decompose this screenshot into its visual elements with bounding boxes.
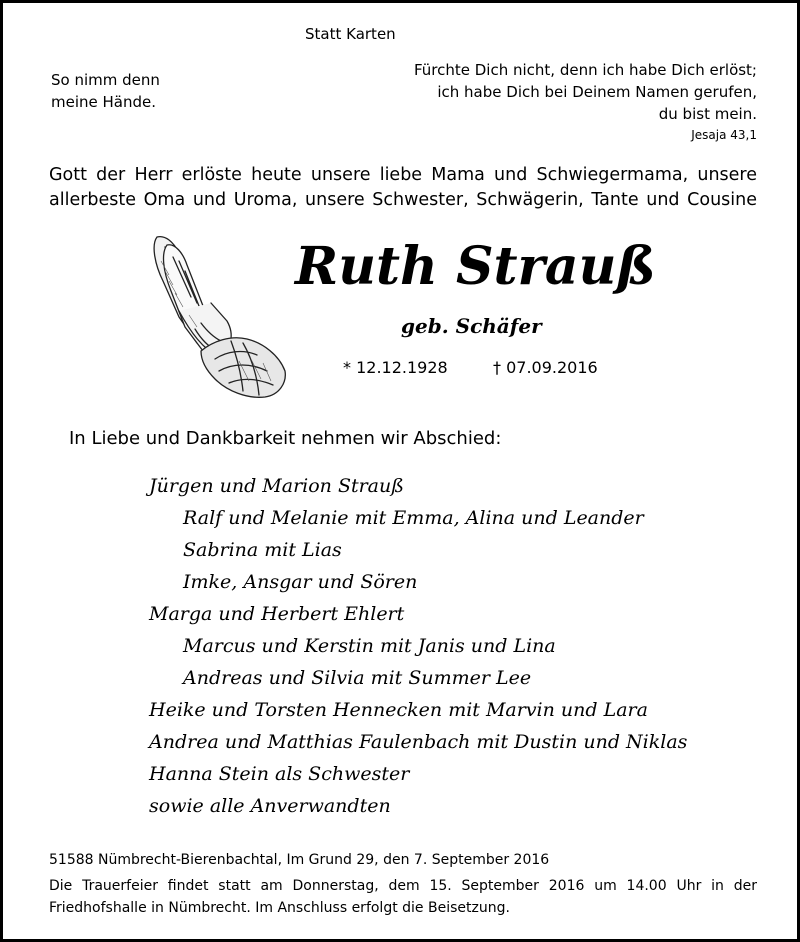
praying-hands-icon [139, 231, 291, 401]
bible-verse-line: du bist mein. [658, 105, 757, 123]
intro-text [49, 163, 757, 213]
family-member-line: Heike und Torsten Hennecken mit Marvin und Lara [149, 699, 648, 721]
family-member-line: Hanna Stein als Schwester [149, 763, 410, 785]
footer-service-line: Die Trauerfeier findet statt am Donnerstag, dem 15. September 2016 um 14.00 Uhr in der [49, 878, 757, 894]
family-member-line: Marga und Herbert Ehlert [149, 603, 405, 625]
intro-line: Gott der Herr erlöste heute unsere liebe Mama und Schwiegermama, unsere [49, 165, 757, 185]
family-member-line: Sabrina mit Lias [183, 539, 342, 561]
intro-line: allerbeste Oma und Uroma, unsere Schwester, Schwägerin, Tante und Cousine [49, 190, 757, 210]
bible-reference: Jesaja 43,1 [691, 128, 757, 142]
left-quote-line: So nimm denn [51, 71, 160, 89]
statt-karten-label: Statt Karten [305, 25, 396, 43]
bible-verse [414, 59, 757, 145]
bible-verse-line: ich habe Dich bei Deinem Namen gerufen, [437, 83, 757, 101]
family-member-line: Ralf und Melanie mit Emma, Alina und Leander [183, 507, 644, 529]
family-member-line: Imke, Ansgar und Sören [183, 571, 418, 593]
family-member-line: Andreas und Silvia mit Summer Lee [183, 667, 532, 689]
birth-name: geb. Schäfer [401, 314, 542, 338]
farewell-text: In Liebe und Dankbarkeit nehmen wir Abschied: [69, 428, 502, 449]
bible-verse-line: Fürchte Dich nicht, denn ich habe Dich erlöst; [413, 61, 757, 79]
left-quote [51, 69, 160, 113]
deceased-name: Ruth Strauß [295, 236, 656, 297]
family-member-line: Marcus und Kerstin mit Janis und Lina [183, 635, 556, 657]
family-member-line: Andrea und Matthias Faulenbach mit Dustin und Niklas [149, 731, 688, 753]
left-quote-line: meine Hände. [51, 93, 157, 111]
death-date: † 07.09.2016 [493, 358, 598, 377]
family-member-line: sowie alle Anverwandten [149, 795, 391, 817]
family-member-line: Jürgen und Marion Strauß [149, 475, 404, 497]
footer [49, 849, 757, 919]
birth-date: * 12.12.1928 [343, 358, 448, 377]
footer-address: 51588 Nümbrecht-Bierenbachtal, Im Grund 29, den 7. September 2016 [49, 852, 550, 868]
footer-service-line: Friedhofshalle in Nümbrecht. Im Anschluss erfolgt die Beisetzung. [49, 900, 510, 916]
